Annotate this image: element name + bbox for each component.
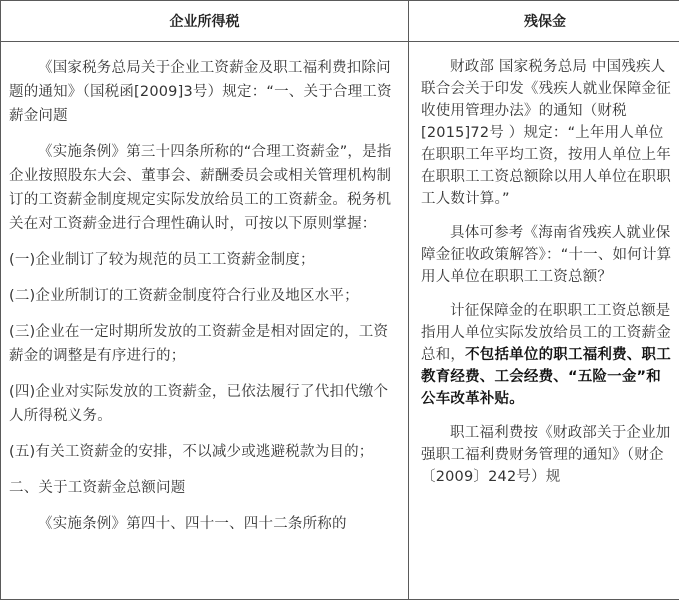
left-paragraph-3: 二、关于工资薪金总额问题	[9, 476, 400, 500]
right-paragraph-3	[421, 300, 673, 410]
right-paragraph-3-bold: 不包括单位的职工福利费、职工教育经费、工会经费、“五险一金”和公车改革补贴。	[421, 347, 671, 407]
left-item-2: (二)企业所制订的工资薪金制度符合行业及地区水平；	[9, 284, 400, 308]
right-paragraph-3-normal: 计征保障金的在职职工工资总额是指用人单位实际发放给员工的工资薪金总和，	[421, 303, 671, 363]
left-item-5: (五)有关工资薪金的安排，不以减少或逃避税款为目的；	[9, 440, 400, 464]
right-cell	[409, 42, 679, 600]
right-paragraph-4: 职工福利费按《财政部关于企业加强职工福利费财务管理的通知》（财企〔2009〕242号）规	[421, 422, 673, 488]
left-paragraph-4: 《实施条例》第四十、四十一、四十二条所称的	[9, 512, 400, 536]
left-cell	[1, 42, 409, 600]
left-paragraph-2: 《实施条例》第三十四条所称的“合理工资薪金”，是指企业按照股东大会、董事会、薪酬委员会或相关管理机构制订的工资薪金制度规定实际发放给员工的工资薪金。税务机关在对工资薪金进行合理性确认时，可按以下原则掌握：	[9, 140, 400, 236]
header-row	[1, 1, 679, 42]
left-item-1: (一)企业制订了较为规范的员工工资薪金制度；	[9, 248, 400, 272]
header-corporate-income-tax: 企业所得税	[1, 1, 409, 42]
right-paragraph-1: 财政部 国家税务总局 中国残疾人联合会关于印发《残疾人就业保障金征收使用管理办法》的通知（财税[2015]72号 ）规定：“上年用人单位在职职工年平均工资，按用人单位上年在职职工工资总额除以用人单位在职职工人数计算。”	[421, 56, 673, 210]
right-paragraph-2: 具体可参考《海南省残疾人就业保障金征收政策解答》：“十一、如何计算用人单位在职职工工资总额？	[421, 222, 673, 288]
left-item-3: (三)企业在一定时期所发放的工资薪金是相对固定的，工资薪金的调整是有序进行的；	[9, 320, 400, 368]
left-item-4: (四)企业对实际发放的工资薪金，已依法履行了代扣代缴个人所得税义务。	[9, 380, 400, 428]
header-disability-fund: 残保金	[409, 1, 679, 42]
left-paragraph-1: 《国家税务总局关于企业工资薪金及职工福利费扣除问题的通知》（国税函[2009]3号）规定：“一、关于合理工资薪金问题	[9, 56, 400, 128]
content-row	[1, 42, 679, 600]
